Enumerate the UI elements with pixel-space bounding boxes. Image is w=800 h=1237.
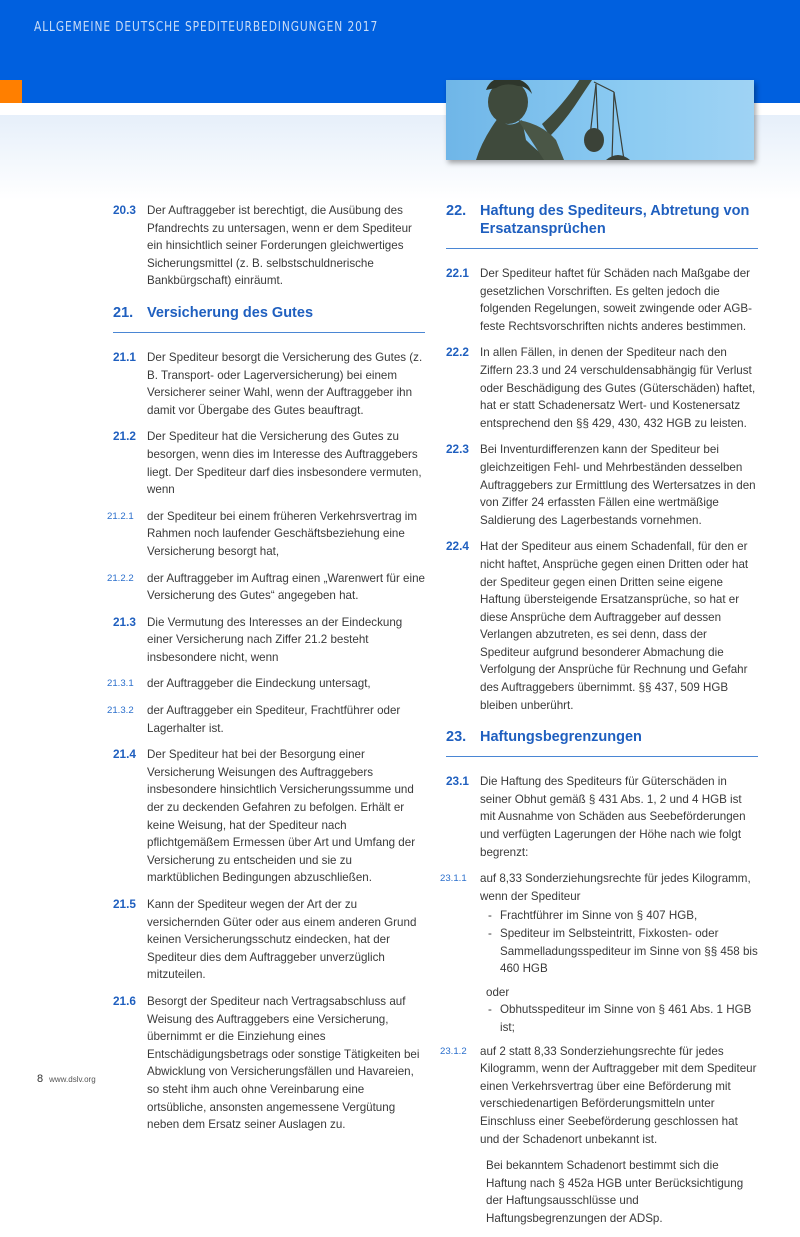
clause-number: 21.3.2 (107, 705, 134, 717)
section-heading-22 (446, 202, 758, 249)
clause-number: 21.5 (113, 897, 136, 911)
justitia-illustration (446, 80, 754, 160)
list-item: - Frachtführer im Sinne von § 407 HGB, (486, 907, 758, 925)
clause-text: der Auftraggeber ein Spediteur, Frachtführer oder Lagerhalter ist. (147, 704, 401, 735)
clause-21-2-2 (107, 570, 425, 605)
bullet-list (486, 907, 758, 977)
clause-21-4 (113, 746, 425, 887)
clause-23-1 (446, 773, 758, 861)
clause-text: der Auftraggeber im Auftrag einen „Warenwert für eine Versicherung des Gutes“ angegeben hat. (147, 571, 425, 603)
clause-22-1 (446, 265, 758, 335)
clause-22-4 (446, 538, 758, 714)
clause-text: auf 2 statt 8,33 Sonderziehungsrechte für jedes Kilogramm, wenn der Auftraggeber mit dem Spediteur einen Verkehrsvertrag über eine Beförderung mit verschiedenartigen Beförderungsmitteln unter Einschluss einer Seebeförderung geschlossen hat und der Schadenort unbekannt ist. (480, 1044, 757, 1146)
clause-text: Besorgt der Spediteur nach Vertragsabschluss auf Weisung des Auftraggebers eine Versicherung, übernimmt er die Einziehung eines Entschädigungsbetrags oder sonstige Tätigkeiten bei Abwicklung von Versicherungsfällen und Havareien, so steht ihm auch ohne Vereinbarung eine ortsübliche, ansonsten angemessene Vergütung neben dem Ersatz seiner Auslagen zu. (147, 994, 420, 1132)
website-link[interactable]: www.dslv.org (49, 1075, 96, 1084)
section-heading-23 (446, 728, 758, 757)
clause-number: 22.4 (446, 539, 469, 554)
clause-text: Der Spediteur besorgt die Versicherung des Gutes (z. B. Transport- oder Lagerversicherung) bei einem Versicherer seiner Wahl, wenn der Auftraggeber ihn damit vor Übergabe des Gutes beauftragt. (147, 350, 423, 417)
clause-21-3 (113, 614, 425, 667)
clause-number: 21.3 (113, 614, 136, 629)
justitia-statue-image (446, 80, 754, 160)
clause-text: der Spediteur bei einem früheren Verkehrsvertrag im Rahmen noch laufender Geschäftsbeziehung eine Versicherung besorgt hat, (147, 509, 418, 558)
statue-arm (542, 80, 592, 136)
clause-number: 21.6 (113, 993, 136, 1008)
clause-text: der Auftraggeber die Eindeckung untersagt, (147, 677, 371, 691)
clause-text: Bei Inventurdifferenzen kann der Spediteur bei gleichzeitigen Fehl- und Mehrbeständen desselben Auftraggebers zur Ermittlung des Wertersatzes in den von Ziffer 24 erfassten Fällen eine wertmäßige Saldierung des Lagerbestands vornehmen. (480, 443, 756, 527)
clause-text: Der Auftraggeber ist berechtigt, die Ausübung des Pfandrechts zu untersagen, wenn er dem Spediteur ein hinsichtlich seiner Forderungen gleichwertiges Sicherungsmittel (z. B. selbstschuldnerische Bankbürgschaft) einräumt. (147, 204, 412, 288)
clause-text: Kann der Spediteur wegen der Art der zu versichernden Güter oder aus einem anderen Grund keinen Versicherungsschutz eindecken, hat der Spediteur dies dem Auftraggeber unverzüglich mitzuteilen. (147, 898, 417, 982)
clause-number: 22.3 (446, 442, 469, 457)
clause-21-3-1 (107, 675, 425, 693)
clause-21-6 (113, 993, 425, 1134)
section-number: 21. (113, 304, 134, 321)
clause-21-5 (113, 896, 425, 984)
left-column (107, 202, 425, 1143)
clause-22-3 (446, 441, 758, 529)
orange-accent-block (0, 80, 22, 103)
clause-text: Der Spediteur hat bei der Besorgung einer Versicherung Weisungen des Auftraggebers insbesondere hinsichtlich Versicherungssumme und der zu deckenden Gefahren zu befolgen. Erhält er keine Weisung, hat der Spediteur nach pflichtgemäßem Ermessen über Art und Umfang der Versicherung zu entscheiden und sie zu marktüblichen Bedingungen abzuschließen. (147, 748, 416, 885)
clause-number: 21.3.1 (107, 678, 134, 690)
clause-number: 21.2.1 (107, 510, 134, 522)
right-column (440, 202, 758, 1237)
clause-21-2 (113, 428, 425, 498)
list-item: - Spediteur im Selbsteintritt, Fixkosten- oder Sammelladungsspediteur im Sinne von §§ 458 bis 460 HGB (486, 925, 758, 978)
clause-21-2-1 (107, 508, 425, 561)
oder-connector: oder (486, 985, 510, 999)
clause-23-1-1 (440, 870, 758, 905)
clause-number: 20.3 (113, 203, 136, 217)
section-number: 23. (446, 729, 467, 746)
clause-number: 22.1 (446, 266, 469, 280)
scale-pan-right (606, 155, 630, 160)
clause-text: Hat der Spediteur aus einem Schadenfall, für den er nicht haftet, Ansprüche gegen einen Dritten oder hat der Spediteur gegen einen Dritten seine eigene Haftung übersteigende Ersatzansprüche, so hat er diese Ansprüche dem Auftraggeber auf dessen Verlangen abzutreten, es sei denn, dass der Spediteur aufgrund besonderer Abmachung die Verfolgung der Ansprüche für Rechnung und Gefahr des Auftraggebers übernimmt. §§ 437, 509 HGB bleiben unberührt. (480, 540, 749, 712)
clause-number: 23.1 (446, 774, 469, 789)
page-number: 8 (37, 1073, 44, 1085)
clause-21-1 (113, 349, 425, 419)
clause-text: Die Haftung des Spediteurs für Güterschäden in seiner Obhut gemäß § 431 Abs. 1, 2 und 4 HGB ist mit Ausnahme von Schäden aus Seebeförderungen und verfügten Lagerungen der Höhe nach wie folgt begrenzt: (480, 775, 746, 859)
clause-number: 21.2.2 (107, 572, 134, 584)
clause-21-3-2 (107, 702, 425, 737)
clause-number: 21.2 (113, 429, 136, 444)
clause-number: 21.4 (113, 747, 136, 762)
document-title: ALLGEMEINE DEUTSCHE SPEDITEURBEDINGUNGEN 2017 (34, 20, 379, 35)
page-footer (37, 1073, 96, 1085)
closing-paragraph: Bei bekanntem Schadenort bestimmt sich die Haftung nach § 452a HGB unter Berücksichtigung der Haftungsausschlüsse und Haftungsbegrenzungen der ADSp. (486, 1159, 744, 1225)
clause-20-3 (113, 202, 425, 290)
clause-22-2 (446, 344, 758, 432)
bullet-list (486, 1001, 758, 1036)
clause-number: 21.1 (113, 349, 136, 364)
clause-number: 22.2 (446, 345, 469, 360)
clause-text: Der Spediteur haftet für Schäden nach Maßgabe der gesetzlichen Vorschriften. Es gelten jedoch die folgenden Regelungen, soweit zwingende oder AGB-feste Rechtsvorschriften nichts anderes bestimmen. (480, 267, 752, 333)
section-heading-21 (113, 304, 425, 333)
clause-text: In allen Fällen, in denen der Spediteur nach den Ziffern 23.3 und 24 verschuldensabhängig für Verlust oder Beschädigung des Gutes (Güterschäden) haftet, hat er statt Schadenersatz Wert- und Kostenersatz entsprechend den §§ 429, 430, 432 HGB zu leisten. (480, 346, 756, 430)
section-title: Versicherung des Gutes (147, 304, 314, 321)
section-number: 22. (446, 203, 467, 219)
clause-number: 23.1.1 (440, 873, 467, 885)
clause-text: Die Vermutung des Interesses an der Eindeckung einer Versicherung nach Ziffer 21.2 besteht insbesondere nicht, wenn (147, 615, 403, 664)
clause-number: 23.1.2 (440, 1045, 467, 1057)
clause-text: auf 8,33 Sonderziehungsrechte für jedes Kilogramm, wenn der Spediteur (480, 872, 751, 903)
section-title: Haftungsbegrenzungen (480, 729, 642, 746)
scale-pan-left (584, 128, 604, 152)
list-item: - Obhutsspediteur im Sinne von § 461 Abs. 1 HGB ist; (486, 1001, 758, 1036)
clause-text: Der Spediteur hat die Versicherung des Gutes zu besorgen, wenn dies im Interesse des Auftraggebers liegt. Der Spediteur darf dies insbesondere vermuten, wenn (147, 430, 422, 497)
section-title: Haftung des Spediteurs, Abtretung von Ersatzansprüchen (480, 203, 750, 237)
clause-23-1-2 (440, 1043, 758, 1149)
